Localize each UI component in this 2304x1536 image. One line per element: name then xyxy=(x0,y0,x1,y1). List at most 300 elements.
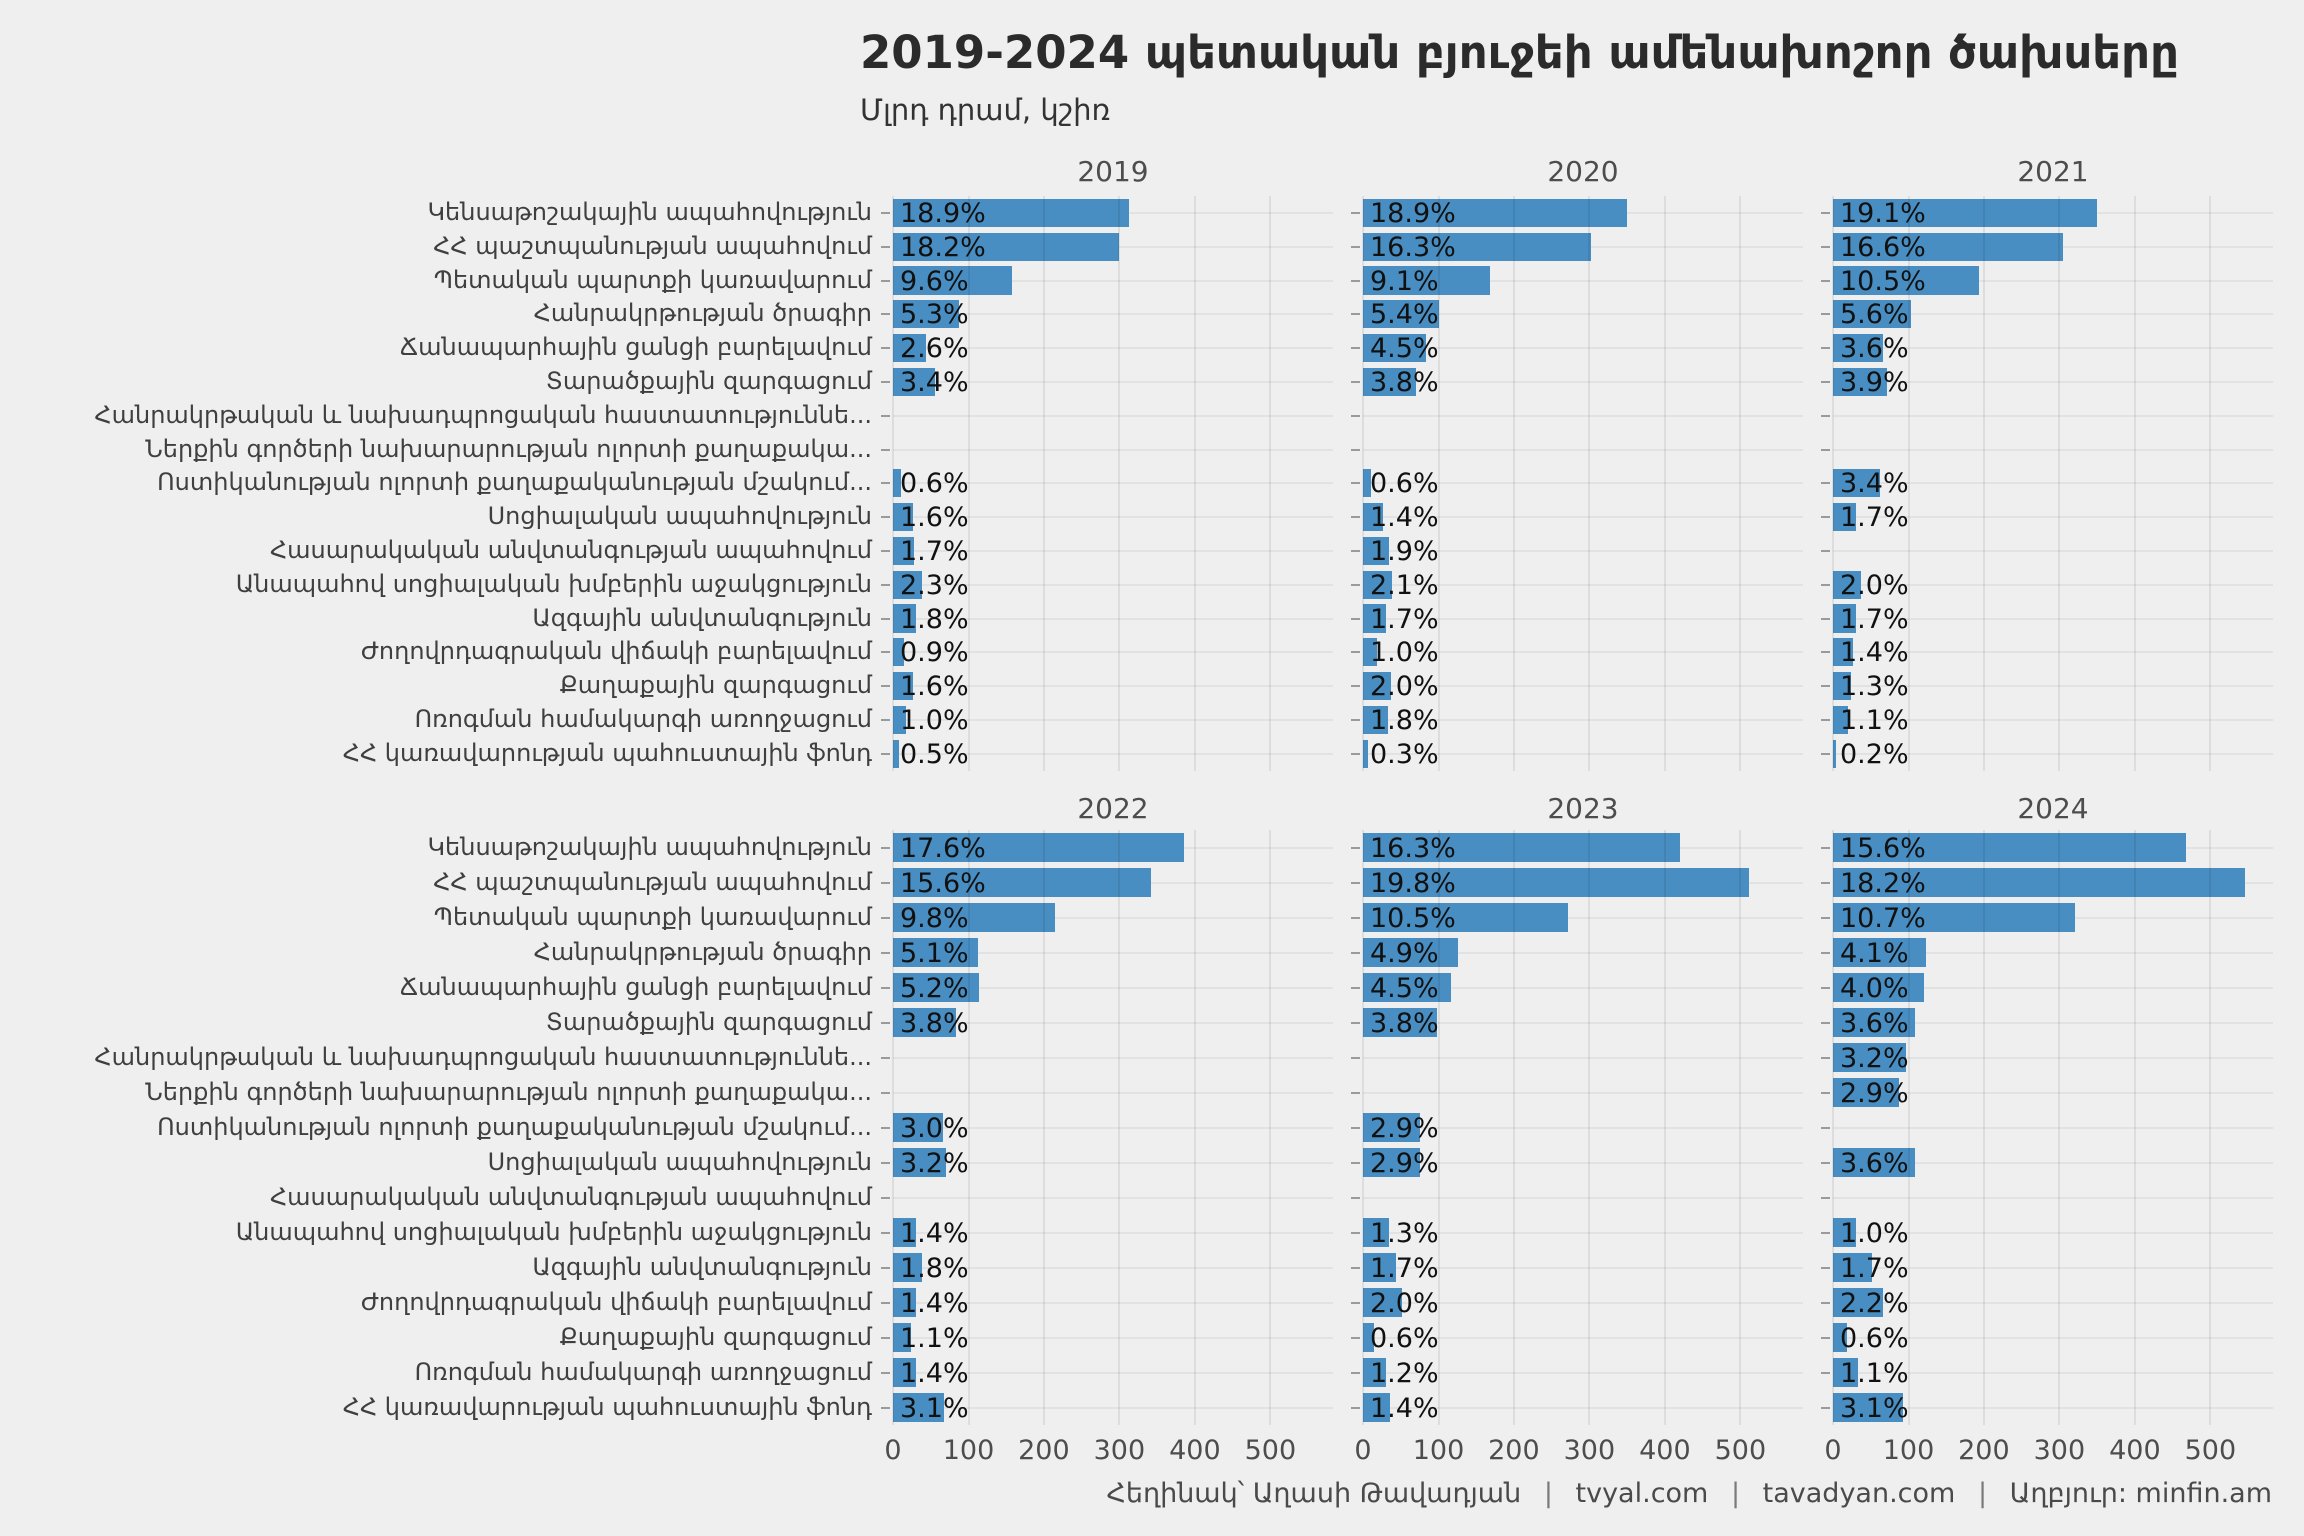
footer-link-tavadyan: tavadyan.com xyxy=(1762,1478,1956,1509)
bar-label: 9.1% xyxy=(1370,265,1439,297)
y-tick xyxy=(881,415,890,417)
x-axis-tick-label: 200 xyxy=(1958,1435,2010,1466)
bar-label: 5.6% xyxy=(1840,299,1909,331)
h-gridline xyxy=(1833,1127,2273,1129)
v-gridline xyxy=(2058,196,2060,771)
y-tick xyxy=(1821,1302,1830,1304)
v-gridline xyxy=(1588,830,1590,1425)
y-tick xyxy=(1351,449,1360,451)
y-tick xyxy=(1821,482,1830,484)
y-tick xyxy=(1351,719,1360,721)
facet-panel-2024 xyxy=(1833,830,2273,1425)
facet-title-2019: 2019 xyxy=(1077,155,1149,188)
y-tick xyxy=(881,618,890,620)
bar-label: 3.4% xyxy=(900,366,969,398)
x-axis-tick-label: 200 xyxy=(1018,1435,1070,1466)
category-label: Հանրակրթության ծրագիր xyxy=(533,299,872,328)
y-tick xyxy=(1821,1127,1830,1129)
y-tick xyxy=(1821,952,1830,954)
x-axis-tick-label: 500 xyxy=(2184,1435,2237,1466)
y-tick xyxy=(1351,685,1360,687)
h-gridline xyxy=(893,1092,1333,1094)
y-tick xyxy=(1821,1092,1830,1094)
bar-label: 3.1% xyxy=(900,1392,969,1424)
y-tick xyxy=(881,1407,890,1409)
v-gridline xyxy=(1269,830,1271,1425)
bar-label: 15.6% xyxy=(1840,832,1926,864)
facet-panel-2020 xyxy=(1363,196,1803,771)
category-label: Կենսաթոշակային ապահովություն xyxy=(427,197,872,226)
bar-label: 2.9% xyxy=(1840,1077,1909,1109)
y-tick xyxy=(1821,618,1830,620)
y-tick xyxy=(881,550,890,552)
bar-label: 2.0% xyxy=(1370,1287,1439,1319)
v-gridline xyxy=(1513,830,1515,1425)
y-tick xyxy=(1351,847,1360,849)
y-tick xyxy=(1351,1232,1360,1234)
category-label: Ճանապարհային ցանցի բարելավում xyxy=(399,972,872,1001)
x-axis-tick-label: 400 xyxy=(1169,1435,1221,1466)
category-label: Անապահով սոցիալական խմբերին աջակցություն xyxy=(235,569,872,598)
bar-label: 10.5% xyxy=(1840,265,1926,297)
y-tick xyxy=(881,246,890,248)
bar-label: 4.5% xyxy=(1370,333,1439,365)
x-axis-tick-label: 0 xyxy=(884,1435,902,1466)
facet-title-2021: 2021 xyxy=(2017,155,2089,188)
y-tick xyxy=(881,212,890,214)
bar-label: 2.9% xyxy=(1370,1112,1439,1144)
y-tick xyxy=(1821,882,1830,884)
x-axis-tick-label: 100 xyxy=(1412,1435,1465,1466)
category-label: Ոստիկանության ոլորտի քաղաքականության մշակում... xyxy=(157,468,872,497)
y-tick xyxy=(881,1267,890,1269)
bar-label: 1.9% xyxy=(1370,535,1439,567)
y-tick xyxy=(1821,1057,1830,1059)
y-tick xyxy=(1351,584,1360,586)
x-axis-tick-label: 300 xyxy=(2033,1435,2086,1466)
y-tick xyxy=(1351,381,1360,383)
y-tick xyxy=(1821,1022,1830,1024)
facet-panel-2023 xyxy=(1363,830,1803,1425)
y-tick xyxy=(1821,1162,1830,1164)
bar-label: 2.9% xyxy=(1370,1147,1439,1179)
bar-label: 3.2% xyxy=(900,1147,969,1179)
bar-label: 1.4% xyxy=(1370,1392,1439,1424)
facet-title-2020: 2020 xyxy=(1547,155,1619,188)
x-axis-tick-label: 200 xyxy=(1488,1435,1540,1466)
y-tick xyxy=(1821,917,1830,919)
bar-label: 1.1% xyxy=(900,1322,969,1354)
category-label: Սոցիալական ապահովություն xyxy=(487,502,872,531)
x-axis-tick-label: 100 xyxy=(942,1435,995,1466)
bar-label: 5.1% xyxy=(900,937,969,969)
bar-label: 16.6% xyxy=(1840,231,1926,263)
bar-label: 1.2% xyxy=(1370,1357,1439,1389)
h-gridline xyxy=(1363,449,1803,451)
bar-label: 5.3% xyxy=(900,299,969,331)
v-gridline xyxy=(2134,196,2136,771)
category-label: Հանրակրթության ծրագիր xyxy=(533,937,872,966)
bar-label: 3.4% xyxy=(1840,468,1909,500)
category-label: Պետական պարտքի կառավարում xyxy=(433,265,872,294)
footer-separator: | xyxy=(1543,1478,1553,1509)
x-axis-tick-label: 0 xyxy=(1824,1435,1842,1466)
bar-label: 3.0% xyxy=(900,1112,969,1144)
v-gridline xyxy=(1832,196,1834,771)
v-gridline xyxy=(1269,196,1271,771)
v-gridline xyxy=(1118,196,1120,771)
facet-title-2024: 2024 xyxy=(2017,792,2089,825)
v-gridline xyxy=(1739,196,1741,771)
bar-label: 1.6% xyxy=(900,671,969,703)
y-tick xyxy=(1351,415,1360,417)
page-title: 2019-2024 պետական բյուջեի ամենախոշոր ծախսերը xyxy=(860,26,2179,79)
category-label: Հասարակական անվտանգության ապահովում xyxy=(269,535,872,564)
bar-label: 1.8% xyxy=(900,603,969,635)
y-tick xyxy=(1351,550,1360,552)
y-tick xyxy=(881,651,890,653)
bar-label: 2.0% xyxy=(1370,671,1439,703)
bar-label: 3.8% xyxy=(1370,1007,1439,1039)
h-gridline xyxy=(1363,1057,1803,1059)
bar-label: 1.7% xyxy=(1840,603,1909,635)
y-tick xyxy=(881,952,890,954)
bar-label: 10.7% xyxy=(1840,902,1926,934)
bar-label: 3.8% xyxy=(900,1007,969,1039)
bar-label: 1.4% xyxy=(900,1217,969,1249)
facet-title-2022: 2022 xyxy=(1077,792,1149,825)
y-tick xyxy=(881,280,890,282)
category-label: Կենսաթոշակային ապահովություն xyxy=(427,832,872,861)
y-tick xyxy=(881,347,890,349)
v-gridline xyxy=(1832,830,1834,1425)
h-gridline xyxy=(1363,1197,1803,1199)
v-gridline xyxy=(1362,196,1364,771)
h-gridline xyxy=(1363,1092,1803,1094)
footer-author: Հեղինակ՝ Աղասի Թավադյան xyxy=(1106,1478,1522,1509)
bar-label: 1.0% xyxy=(1370,637,1439,669)
y-tick xyxy=(881,1197,890,1199)
bar-label: 4.5% xyxy=(1370,972,1439,1004)
category-label: Սոցիալական ապահովություն xyxy=(487,1147,872,1176)
bar-label: 1.7% xyxy=(1840,502,1909,534)
x-axis-tick-label: 500 xyxy=(1714,1435,1767,1466)
bar-label: 1.4% xyxy=(1370,502,1439,534)
category-label: Ներքին գործերի նախարարության ոլորտի քաղաքակա... xyxy=(145,434,872,463)
bar-label: 1.7% xyxy=(1840,1252,1909,1284)
category-label: Ոստիկանության ոլորտի քաղաքականության մշակում... xyxy=(157,1112,872,1141)
y-tick xyxy=(1821,415,1830,417)
h-gridline xyxy=(1833,415,2273,417)
bar-label: 9.6% xyxy=(900,265,969,297)
h-gridline xyxy=(893,415,1333,417)
category-label: Հանրակրթական և նախադպրոցական հաստատություննե... xyxy=(94,400,872,429)
y-tick xyxy=(881,753,890,755)
facet-panel-2019 xyxy=(893,196,1333,771)
y-tick xyxy=(1351,1407,1360,1409)
category-label: Ժողովրդագրական վիճակի բարելավում xyxy=(360,1287,872,1316)
bar-label: 4.1% xyxy=(1840,937,1909,969)
x-axis-tick-label: 100 xyxy=(1882,1435,1935,1466)
h-gridline xyxy=(1363,415,1803,417)
bar-label: 1.0% xyxy=(900,704,969,736)
bar-label: 0.3% xyxy=(1370,738,1439,770)
bar-label: 2.2% xyxy=(1840,1287,1909,1319)
category-label: Ոռոգման համակարգի առողջացում xyxy=(414,704,872,733)
bar-label: 0.2% xyxy=(1840,738,1909,770)
bar-label: 1.8% xyxy=(1370,704,1439,736)
category-label: ՀՀ պաշտպանության ապահովում xyxy=(433,231,872,260)
y-tick xyxy=(1351,313,1360,315)
y-tick xyxy=(1351,1022,1360,1024)
y-tick xyxy=(881,449,890,451)
v-gridline xyxy=(1739,830,1741,1425)
bar-label: 1.4% xyxy=(900,1357,969,1389)
bar-label: 3.6% xyxy=(1840,1147,1909,1179)
y-tick xyxy=(1351,1127,1360,1129)
y-tick xyxy=(881,1162,890,1164)
bar-label: 3.1% xyxy=(1840,1392,1909,1424)
bar-label: 1.8% xyxy=(900,1252,969,1284)
v-gridline xyxy=(1664,196,1666,771)
h-gridline xyxy=(893,449,1333,451)
y-tick xyxy=(1821,212,1830,214)
x-axis-tick-label: 300 xyxy=(1093,1435,1146,1466)
y-tick xyxy=(1821,1407,1830,1409)
bar-label: 5.2% xyxy=(900,972,969,1004)
y-tick xyxy=(1821,280,1830,282)
y-tick xyxy=(881,917,890,919)
category-label: Տարածքային զարգացում xyxy=(545,366,872,395)
bar-label: 2.1% xyxy=(1370,569,1439,601)
h-gridline xyxy=(1833,550,2273,552)
y-tick xyxy=(881,482,890,484)
y-tick xyxy=(881,987,890,989)
v-gridline xyxy=(1194,830,1196,1425)
y-tick xyxy=(1821,313,1830,315)
bar-label: 2.3% xyxy=(900,569,969,601)
y-tick xyxy=(881,381,890,383)
y-tick xyxy=(1821,1372,1830,1374)
category-label: Պետական պարտքի կառավարում xyxy=(433,902,872,931)
y-tick xyxy=(881,1057,890,1059)
bar-label: 18.2% xyxy=(1840,867,1926,899)
facet-title-2023: 2023 xyxy=(1547,792,1619,825)
v-gridline xyxy=(2134,830,2136,1425)
y-tick xyxy=(1821,685,1830,687)
y-tick xyxy=(1351,618,1360,620)
v-gridline xyxy=(1983,196,1985,771)
bar-label: 3.6% xyxy=(1840,333,1909,365)
y-tick xyxy=(1351,212,1360,214)
y-tick xyxy=(881,847,890,849)
v-gridline xyxy=(2209,196,2211,771)
bar-label: 2.0% xyxy=(1840,569,1909,601)
y-tick xyxy=(881,1092,890,1094)
v-gridline xyxy=(1043,196,1045,771)
v-gridline xyxy=(2058,830,2060,1425)
v-gridline xyxy=(1983,830,1985,1425)
bar-label: 0.6% xyxy=(1840,1322,1909,1354)
bar-label: 0.5% xyxy=(900,738,969,770)
y-tick xyxy=(881,719,890,721)
bar-label: 19.1% xyxy=(1840,197,1926,229)
y-tick xyxy=(881,516,890,518)
v-gridline xyxy=(1588,196,1590,771)
v-gridline xyxy=(1513,196,1515,771)
bar-label: 15.6% xyxy=(900,867,986,899)
facet-panel-2021 xyxy=(1833,196,2273,771)
x-axis-tick-label: 500 xyxy=(1244,1435,1297,1466)
bar-label: 0.6% xyxy=(1370,468,1439,500)
bar-label: 1.4% xyxy=(1840,637,1909,669)
y-tick xyxy=(1351,952,1360,954)
bar-label: 17.6% xyxy=(900,832,986,864)
y-tick xyxy=(1821,550,1830,552)
x-axis-tick-label: 300 xyxy=(1563,1435,1616,1466)
h-gridline xyxy=(1833,1197,2273,1199)
y-tick xyxy=(881,685,890,687)
y-tick xyxy=(881,1337,890,1339)
y-tick xyxy=(1351,1302,1360,1304)
y-tick xyxy=(1821,516,1830,518)
category-label: Տարածքային զարգացում xyxy=(545,1007,872,1036)
v-gridline xyxy=(2209,830,2211,1425)
category-label: Ճանապարհային ցանցի բարելավում xyxy=(399,333,872,362)
bar-label: 0.6% xyxy=(900,468,969,500)
h-gridline xyxy=(893,1057,1333,1059)
bar-label: 19.8% xyxy=(1370,867,1456,899)
y-tick xyxy=(1821,1232,1830,1234)
y-tick xyxy=(1821,246,1830,248)
bar-label: 1.4% xyxy=(900,1287,969,1319)
y-tick xyxy=(1821,753,1830,755)
category-label: ՀՀ պաշտպանության ապահովում xyxy=(433,867,872,896)
y-tick xyxy=(1351,482,1360,484)
category-label: Հանրակրթական և նախադպրոցական հաստատություննե... xyxy=(94,1042,872,1071)
category-label: Ժողովրդագրական վիճակի բարելավում xyxy=(360,637,872,666)
y-tick xyxy=(1821,381,1830,383)
bar-label: 16.3% xyxy=(1370,231,1456,263)
chart-footer xyxy=(1107,1478,2272,1509)
bar-label: 4.9% xyxy=(1370,937,1439,969)
v-gridline xyxy=(1362,830,1364,1425)
bar-label: 3.9% xyxy=(1840,366,1909,398)
bar-label: 1.1% xyxy=(1840,704,1909,736)
footer-link-tvyal: tvyal.com xyxy=(1575,1478,1709,1509)
v-gridline xyxy=(1664,830,1666,1425)
y-tick xyxy=(1821,1337,1830,1339)
bar-label: 2.6% xyxy=(900,333,969,365)
bar-label: 1.3% xyxy=(1370,1217,1439,1249)
y-tick xyxy=(1351,1337,1360,1339)
y-tick xyxy=(1351,987,1360,989)
y-tick xyxy=(881,1302,890,1304)
y-tick xyxy=(1351,246,1360,248)
y-tick xyxy=(1351,1057,1360,1059)
y-tick xyxy=(1351,1267,1360,1269)
y-tick xyxy=(881,584,890,586)
y-tick xyxy=(1821,347,1830,349)
y-tick xyxy=(1351,651,1360,653)
y-tick xyxy=(881,313,890,315)
y-tick xyxy=(1821,651,1830,653)
bar-label: 1.1% xyxy=(1840,1357,1909,1389)
bar-label: 16.3% xyxy=(1370,832,1456,864)
bar-label: 0.9% xyxy=(900,637,969,669)
y-tick xyxy=(1351,280,1360,282)
footer-source: Աղբյուր: minfin.am xyxy=(2009,1478,2272,1509)
category-label: Ազգային անվտանգություն xyxy=(532,1252,872,1281)
footer-separator: | xyxy=(1730,1478,1741,1509)
y-tick xyxy=(1351,347,1360,349)
v-gridline xyxy=(892,196,894,771)
bar-label: 1.3% xyxy=(1840,671,1909,703)
bar-label: 4.0% xyxy=(1840,972,1909,1004)
footer-separator: | xyxy=(1977,1478,1988,1509)
category-label: Ազգային անվտանգություն xyxy=(532,603,872,632)
y-tick xyxy=(1351,882,1360,884)
category-label: ՀՀ կառավարության պահուստային ֆոնդ xyxy=(342,1392,872,1421)
bar-label: 1.0% xyxy=(1840,1217,1909,1249)
h-gridline xyxy=(893,1197,1333,1199)
y-tick xyxy=(1351,917,1360,919)
bar-label: 3.6% xyxy=(1840,1007,1909,1039)
category-label: Ոռոգման համակարգի առողջացում xyxy=(414,1357,872,1386)
y-tick xyxy=(1351,1092,1360,1094)
bar-label: 18.2% xyxy=(900,231,986,263)
category-label: Քաղաքային զարգացում xyxy=(559,1322,872,1351)
bar-label: 1.7% xyxy=(1370,1252,1439,1284)
v-gridline xyxy=(1194,196,1196,771)
bar-label: 9.8% xyxy=(900,902,969,934)
h-gridline xyxy=(1833,449,2273,451)
y-tick xyxy=(1351,516,1360,518)
chart-subtitle: Մլրդ դրամ, կշիռ xyxy=(860,93,1111,127)
category-label: Քաղաքային զարգացում xyxy=(559,671,872,700)
category-label: ՀՀ կառավարության պահուստային ֆոնդ xyxy=(342,738,872,767)
v-gridline xyxy=(892,830,894,1425)
x-axis-tick-label: 0 xyxy=(1354,1435,1372,1466)
y-tick xyxy=(881,1127,890,1129)
bar-label: 3.8% xyxy=(1370,366,1439,398)
y-tick xyxy=(1821,1267,1830,1269)
y-tick xyxy=(1351,1162,1360,1164)
category-label: Ներքին գործերի նախարարության ոլորտի քաղաքակա... xyxy=(145,1077,872,1106)
x-axis-tick-label: 400 xyxy=(1639,1435,1691,1466)
x-axis-tick-label: 400 xyxy=(2109,1435,2161,1466)
v-gridline xyxy=(1118,830,1120,1425)
bar-label: 3.2% xyxy=(1840,1042,1909,1074)
bar-label: 5.4% xyxy=(1370,299,1439,331)
bar-label: 1.6% xyxy=(900,502,969,534)
v-gridline xyxy=(1043,830,1045,1425)
y-tick xyxy=(1821,847,1830,849)
y-tick xyxy=(1351,1372,1360,1374)
bar-label: 1.7% xyxy=(1370,603,1439,635)
y-tick xyxy=(1821,987,1830,989)
y-tick xyxy=(881,1232,890,1234)
bar-label: 18.9% xyxy=(900,197,986,229)
y-tick xyxy=(1821,1197,1830,1199)
y-tick xyxy=(881,1372,890,1374)
bar-label: 18.9% xyxy=(1370,197,1456,229)
category-label: Անապահով սոցիալական խմբերին աջակցություն xyxy=(235,1217,872,1246)
y-tick xyxy=(1821,584,1830,586)
y-tick xyxy=(1351,1197,1360,1199)
y-tick xyxy=(881,882,890,884)
y-tick xyxy=(881,1022,890,1024)
